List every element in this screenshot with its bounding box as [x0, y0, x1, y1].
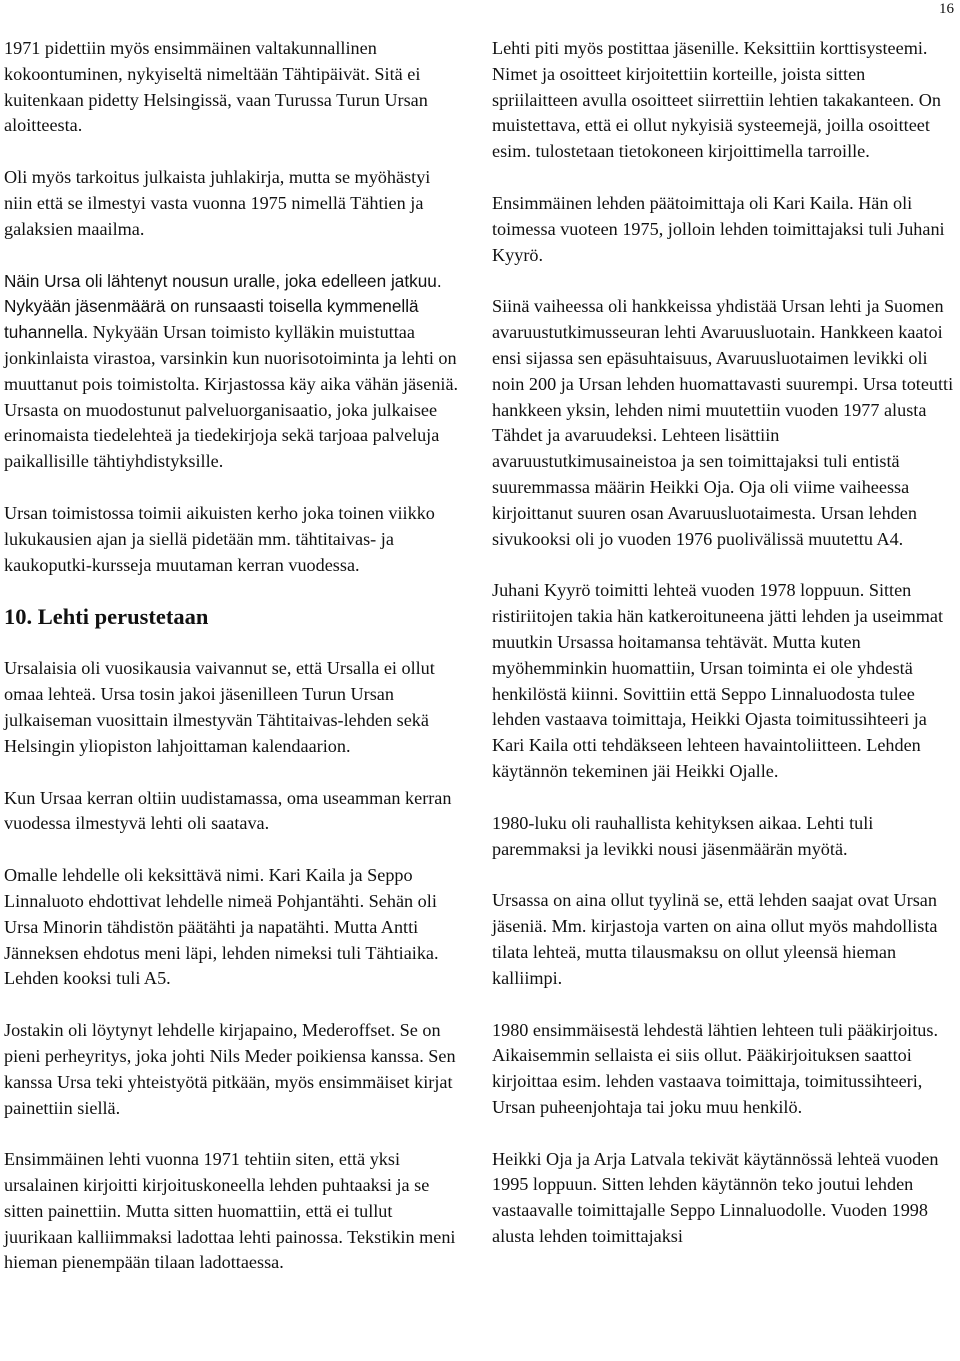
- paragraph-ensimmainen-lehti: Ensimmäinen lehti vuonna 1971 tehtiin siten, että yksi ursalainen kirjoitti kirjoituskoneella lehden puhtaaksi ja se sitten painettiin. Mutta sitten huomattiin, että ei tullut juurikaan kalliimmaksi ladottaa lehti painossa. Tekstikin meni hieman pienempään tilaan ladottaessa.: [4, 1149, 456, 1273]
- page-number: 16: [939, 1, 954, 17]
- paragraph-nousu-lead: Näin Ursa oli lähtenyt nousun uralle, joka edelleen jatkuu.: [4, 270, 442, 291]
- section-heading: 10. Lehti perustetaan: [4, 604, 209, 630]
- paragraph-avaruusluotain: Siinä vaiheessa oli hankkeissa yhdistää Ursan lehti ja Suomen avaruustutkimusseuran lehti Avaruusluotain. Hankkeen kaatoi ensi sijassa sen epäsuhtaisuus, Avaruusluotaimen levikki oli noin 200 ja Ursan lehden huomattavasti suurempi. Ursa toteutti hankkeen yksin, lehden nimi muutettiin vuoden 1977 alusta Tähdet ja avaruudeksi. Lehteen lisättiin avaruustutkimusaineistoa ja sen toimittajaksi tuli entistä suuremmassa määrin Heikki Oja. Oja oli viime vaiheessa kirjoittanut suuren osan Avaruusluotaimesta. Ursan lehden sivukooksi oli jo vuoden 1976 puolivälissä muutettu A4.: [492, 296, 954, 549]
- paragraph-aikuisten-kerho: Ursan toimistossa toimii aikuisten kerho joka toinen viikko lukukausien ajan ja siellä pidetään mm. tähtitaivas- ja kaukoputki-kursseja muutaman kerran vuodessa.: [4, 502, 435, 575]
- paragraph-kirjapaino: Jostakin oli löytynyt lehdelle kirjapaino, Mederoffset. Se on pieni perheyritys, joka johti Nils Meder poikiensa kanssa. Sen kanssa Ursa teki yhteistyötä pitkään, myös ensimmäiset kirjat painettiin siellä.: [4, 1020, 456, 1118]
- paragraph-oja-latvala: Heikki Oja ja Arja Latvala tekivät käytännössä lehteä vuoden 1995 loppuun. Sitten lehden käytännön teko joutui lehden vastaavalle toimittajalle Seppo Linnaluodolle. Vuoden 1998 alusta lehden toimittajaksi: [492, 1148, 939, 1247]
- paragraph-paatoimittaja: Ensimmäinen lehden päätoimittaja oli Kari Kaila. Hän oli toimessa vuoteen 1975, jolloin lehden toimittajaksi tuli Juhani Kyyrö.: [492, 192, 945, 265]
- paragraph-jasenet: Ursassa on aina ollut tyylinä se, että lehden saajat ovat Ursan jäseniä. Mm. kirjastoja varten on aina ollut myös mahdollista tilata lehteä, mutta tilausmaksu on ollut yleensä hieman kalliimpi.: [492, 890, 938, 988]
- paragraph-kyyro: Juhani Kyyrö toimitti lehteä vuoden 1978 loppuun. Sitten ristiriitojen takia hän katkeroituneena jätti lehden ja useimmat muutkin Ursassa hoitamansa tehtävät. Mutta kuten myöhemminkin huomattiin, Ursan toiminta ei ole yhdestä henkilöstä kiinni. Sovittiin että Seppo Linnaluodosta tulee lehden vastaava toimittaja, Heikki Ojasta toimitussihteeri ja Kari Kaila otti tehdäkseen lehteen havaintoliitteen. Lehden käytännön tekeminen jäi Heikki Ojalle.: [492, 580, 944, 781]
- paragraph-nimi: Omalle lehdelle oli keksittävä nimi. Kari Kaila ja Seppo Linnaluoto ehdottivat lehdelle nimeä Pohjantähti. Sehän oli Ursa Minorin tähdistön päätähti ja napatähti. Mutta Antti Jänneksen ehdotus meni läpi, lehden nimeksi tuli Tähtiaika. Lehden kooksi tuli A5.: [4, 865, 439, 989]
- paragraph-nousu-body: Nykyään Ursan toimisto kylläkin muistuttaa jonkinlaista virastoa, varsinkin kun nuorisotoiminta ja lehti on muuttanut pois toimistolta. Kirjastossa käy aika vähän jäseniä. Ursasta on muodostunut palveluorganisaatio, joka julkaisee erinomaista tiedelehteä ja tiedekirjoja sekä tarjoaa palveluja paikallisille tähtiyhdistyksille.: [4, 322, 459, 472]
- paragraph-nousu-jasenmaara: Nykyään jäsenmäärä on runsaasti toisella kymmenellä tuhannella.: [4, 296, 419, 343]
- paragraph-1980-luku: 1980-luku oli rauhallista kehityksen aikaa. Lehti tuli paremmaksi ja levikki nousi jäsenmäärän myötä.: [492, 812, 874, 859]
- right-column: [492, 36, 954, 1276]
- paragraph-tahtipaivat: 1971 pidettiin myös ensimmäinen valtakunnallinen kokoontuminen, nykyiseltä nimeltään Tähtipäivät. Sitä ei kuitenkaan pidetty Helsingissä, vaan Turussa Turun Ursan aloitteesta.: [4, 38, 428, 136]
- paragraph-postitus: Lehti piti myös postittaa jäsenille. Keksittiin korttisysteemi. Nimet ja osoitteet kirjoitettiin korteille, joista sitten spriilaitteen avulla osoitteet siirrettiin lehtien takakanteen. On muistettava, että ei ollut nykyisiä systeemejä, joilla osoitteet esim. tulostetaan tietokoneen kirjoittimella tarroille.: [492, 38, 941, 162]
- paragraph-uudistus: Kun Ursaa kerran oltiin uudistamassa, oma useamman kerran vuodessa ilmestyvä lehti oli saatava.: [4, 787, 452, 834]
- paragraph-nousu: [4, 269, 460, 475]
- paragraph-juhlakirja: Oli myös tarkoitus julkaista juhlakirja, mutta se myöhästyi niin että se ilmestyi vasta vuonna 1975 nimellä Tähtien ja galaksien maailma.: [4, 167, 431, 239]
- left-column: [4, 36, 460, 1302]
- paragraph-paakirjoitus: 1980 ensimmäisestä lehdestä lähtien lehteen tuli pääkirjoitus. Aikaisemmin sellaista ei siis ollut. Pääkirjoituksen saattoi kirjoittaa esim. lehden vastaava toimittaja, toimitussihteeri, Ursan puheenjohtaja tai joku muu henkilö.: [492, 1019, 938, 1117]
- paragraph-oma-lehti: Ursalaisia oli vuosikausia vaivannut se, että Ursalla ei ollut omaa lehteä. Ursa tosin jakoi jäsenilleen Turun Ursan julkaiseman vuosittain ilmestyvän Tähtitaivas-lehden sekä Helsingin yliopiston lahjoittaman kalendaarion.: [4, 658, 435, 756]
